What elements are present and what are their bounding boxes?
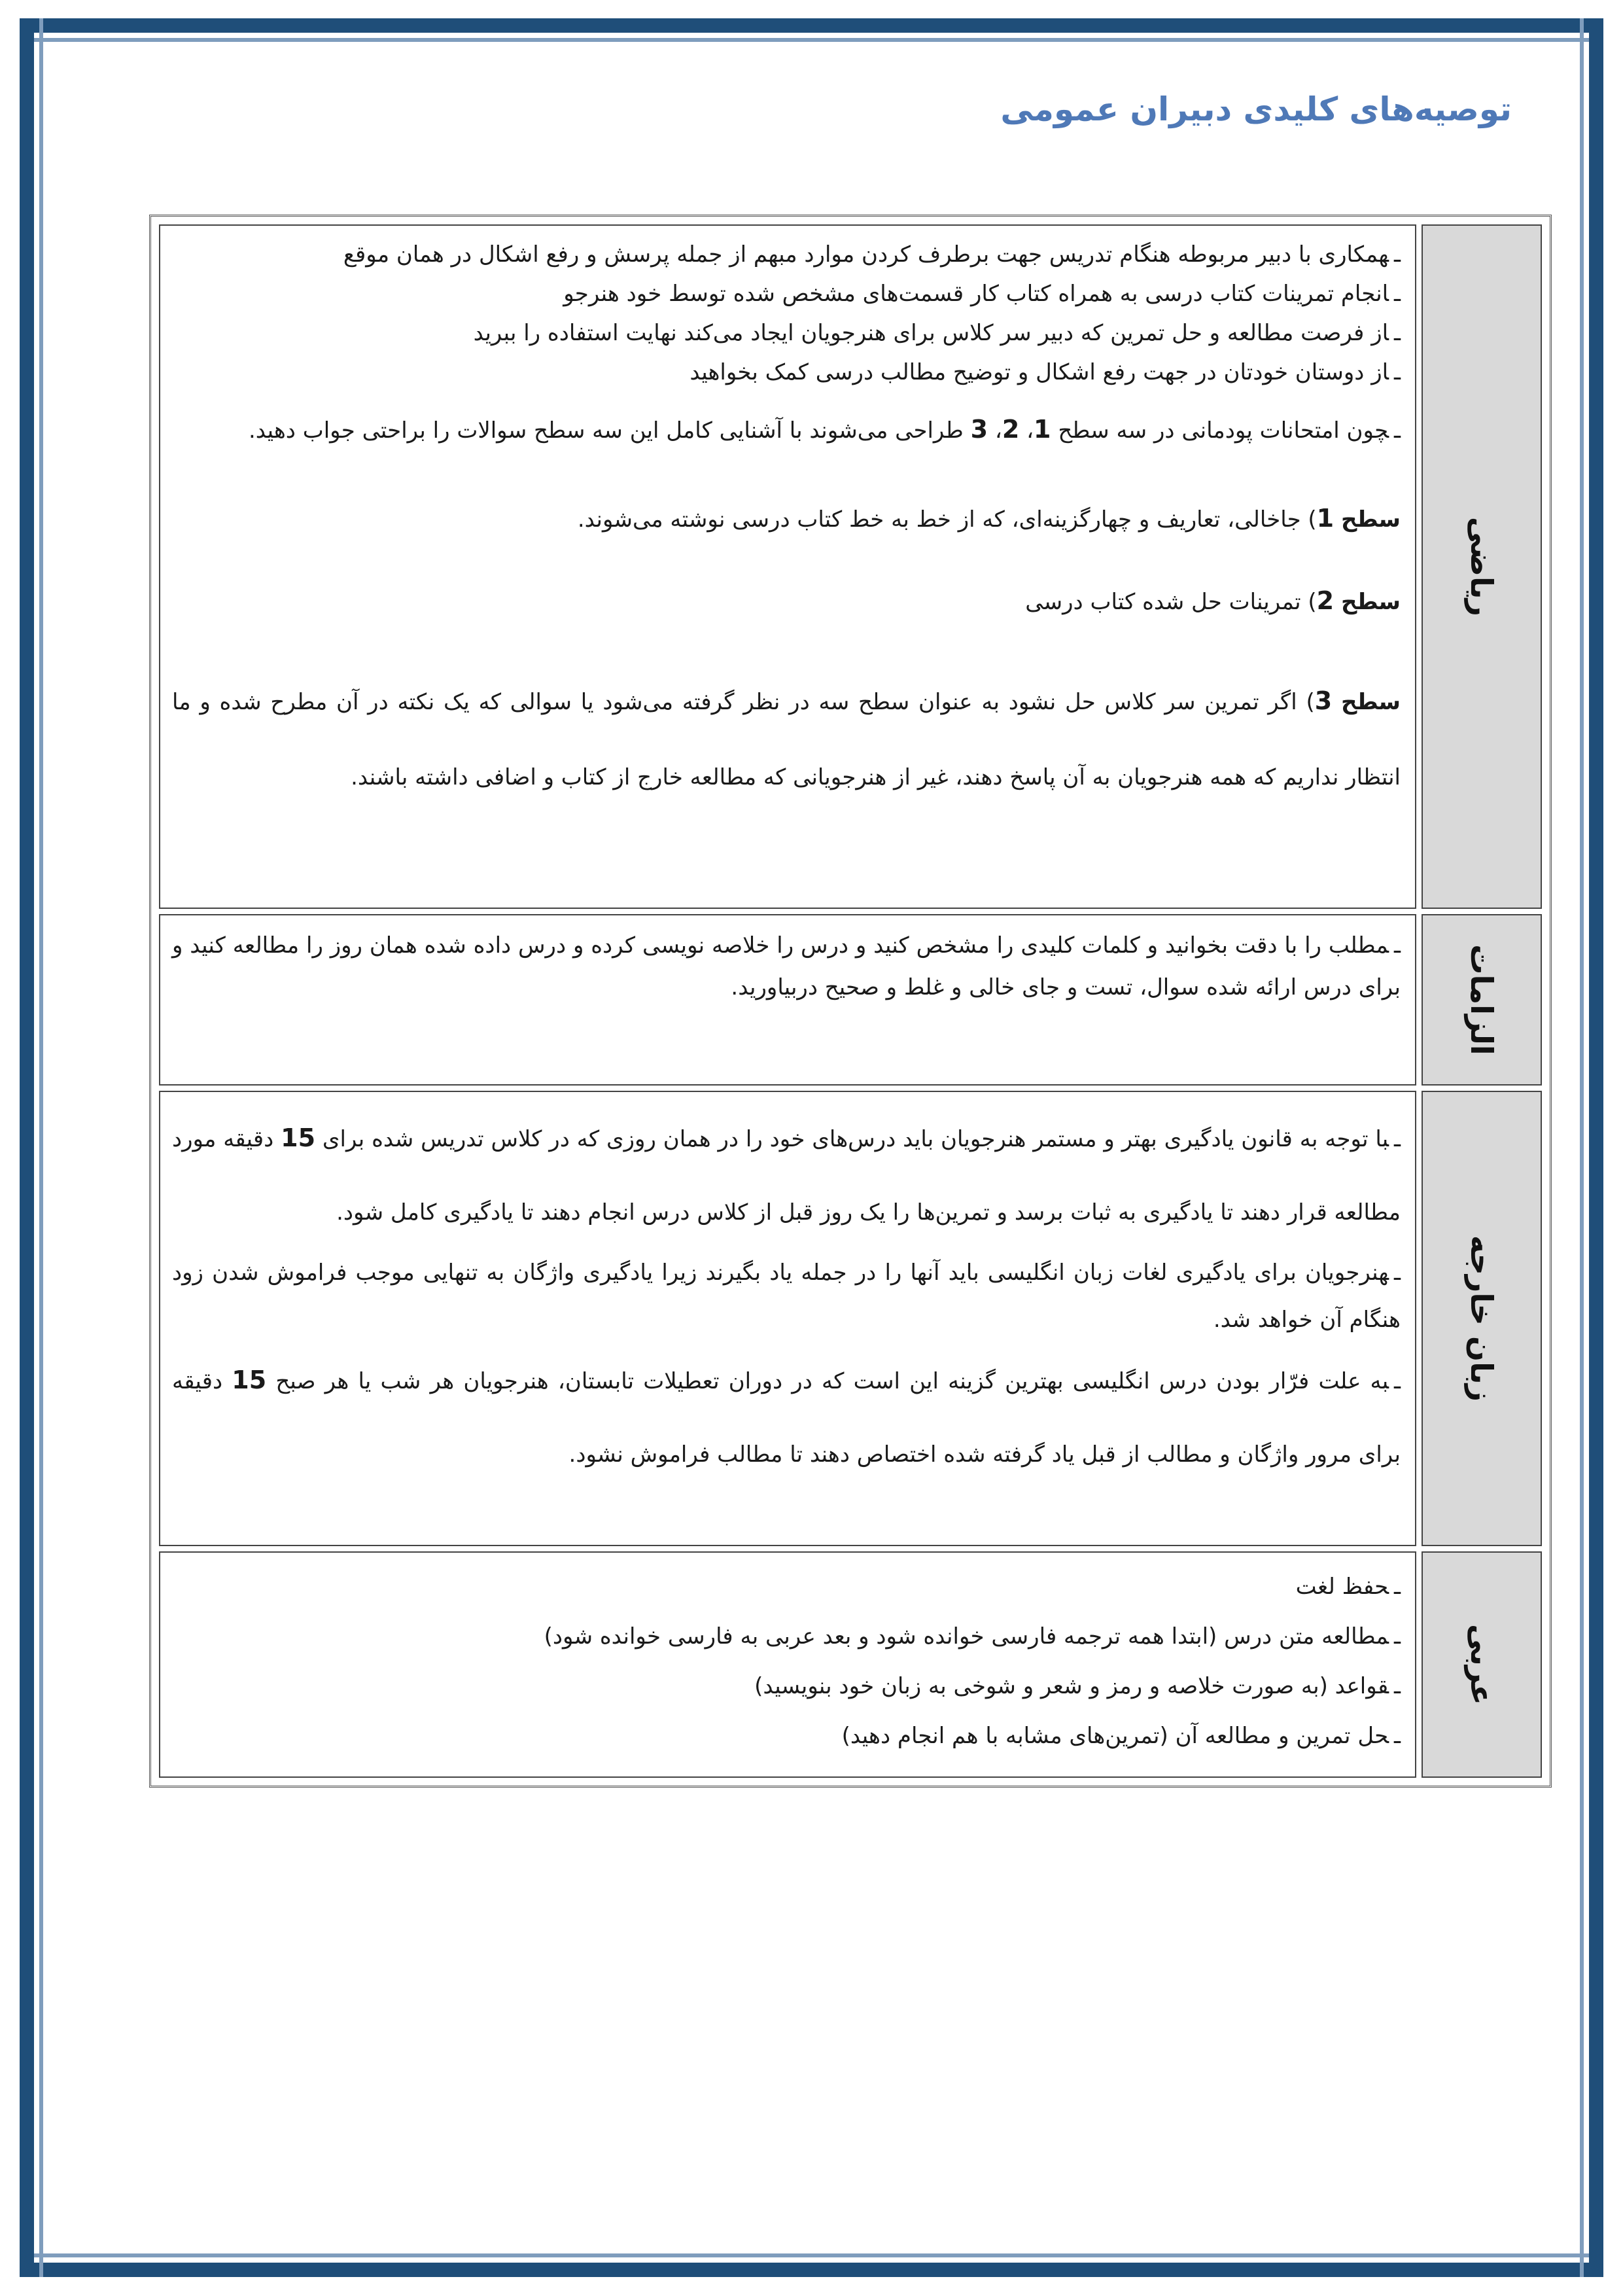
subject-cell-arabic [1422, 1551, 1542, 1778]
arabic-item-2: ـمطالعه متن درس (ابتدا همه ترجمه فارسی خوانده شود و بعد عربی به فارسی خوانده شود) [544, 1623, 1401, 1650]
subject-label-foreign-language: زبان خارجه [1464, 1235, 1499, 1402]
subject-cell-requirements [1422, 914, 1542, 1086]
math-level-2: سطح 2) تمرینات حل شده کتاب درسی [1025, 586, 1401, 615]
math-exam-levels: ـچون امتحانات پودمانی در سه سطح 1، 2، 3 طراحی می‌شوند با آشنایی کامل این سه سطح سوالات را براحتی جواب دهید. [248, 415, 1401, 444]
row-requirements [159, 914, 1542, 1086]
page-frame-left-inner [39, 18, 43, 2277]
page-frame-top [20, 18, 1603, 33]
math-item-3: ـاز فرصت مطالعه و حل تمرین که دبیر سر کلاس برای هنرجویان ایجاد می‌کند نهایت استفاده را ببرید [473, 320, 1401, 346]
foreign-item-3: ـبه علت فرّار بودن درس انگلیسی بهترین گزینه این است که در دوران تعطیلات تابستان، هنرجویان هر شب یا هر صبح 15 دقیقه برای مرور واژگان و مطالب از قبل یاد گرفته شده اختصاص دهند تا مطالب فراموش نشود. [172, 1366, 1401, 1468]
content-cell-arabic [159, 1551, 1416, 1778]
subject-cell-foreign-language [1422, 1091, 1542, 1546]
page-frame-top-inner [20, 38, 1603, 42]
foreign-item-1: ـبا توجه به قانون یادگیری بهتر و مستمر هنرجویان باید درس‌های خود را در همان روزی که در کلاس تدریس شده برای 15 دقیقه مورد مطالعه قرار دهند تا یادگیری به ثبات برسد و تمرین‌ها را یک روز قبل از کلاس درس انجام دهند تا یادگیری کامل شود. [172, 1123, 1401, 1226]
math-level-3: سطح 3) اگر تمرین سر کلاس حل نشود به عنوان سطح سه در نظر گرفته می‌شود یا سوالی که یک نکته در آن مطرح شده و ما انتظار نداریم که همه هنرجویان به آن پاسخ دهند، غیر از هنرجویانی که مطالعه خارج از کتاب و اضافی داشته باشند. [172, 686, 1401, 790]
page-frame-right [1589, 18, 1603, 2277]
page-frame-bottom-inner [20, 2253, 1603, 2257]
content-cell-foreign-language [159, 1091, 1416, 1546]
content-cell-requirements [159, 914, 1416, 1086]
subject-label-math: ریاضی [1464, 516, 1499, 617]
row-foreign-language [159, 1091, 1542, 1546]
math-level-1: سطح 1) جاخالی، تعاریف و چهارگزینه‌ای، که از خط به خط کتاب درسی نوشته می‌شوند. [577, 504, 1401, 533]
math-item-1: ـهمکاری با دبیر مربوطه هنگام تدریس جهت برطرف کردن موارد مبهم از جمله پرسش و رفع اشکال در همان موقع [343, 241, 1401, 268]
math-item-4: ـاز دوستان خودتان در جهت رفع اشکال و توضیح مطالب درسی کمک بخواهید [689, 359, 1401, 385]
row-math [159, 224, 1542, 909]
math-item-2: ـانجام تمرینات کتاب درسی به همراه کتاب کار قسمت‌های مشخص شده توسط خود هنرجو [563, 281, 1401, 307]
requirements-item-1: ـمطلب را با دقت بخوانید و کلمات کلیدی را مشخص کنید و درس را خلاصه نویسی کرده و درس داده شده همان روز را مطالعه کنید و برای درس ارائه شده سوال، تست و جای خالی و غلط و صحیح دربیاورید. [172, 932, 1401, 1000]
arabic-item-1: ـحفظ لغت [1295, 1574, 1401, 1600]
page-frame-left [20, 18, 34, 2277]
arabic-item-4: ـحل تمرین و مطالعه آن (تمرین‌های مشابه با هم انجام دهید) [841, 1723, 1401, 1749]
page-frame-right-inner [1580, 18, 1584, 2277]
foreign-item-2: ـهنرجویان برای یادگیری لغات زبان انگلیسی باید آنها را در جمله یاد بگیرند زیرا یادگیری واژگان به تنهایی موجب فراموش شدن زود هنگام آن خواهد شد. [172, 1260, 1401, 1333]
subject-label-arabic: عربی [1464, 1624, 1499, 1705]
recommendations-table [149, 215, 1552, 1788]
content-cell-math [159, 224, 1416, 909]
row-arabic [159, 1551, 1542, 1778]
subject-cell-math [1422, 224, 1542, 909]
page-title: توصیه‌های کلیدی دبیران عمومی [1000, 90, 1512, 128]
page-frame-bottom [20, 2263, 1603, 2277]
arabic-item-3: ـقواعد (به صورت خلاصه و رمز و شعر و شوخی به زبان خود بنویسید) [754, 1673, 1401, 1699]
subject-label-requirements: الزامات [1464, 944, 1499, 1055]
